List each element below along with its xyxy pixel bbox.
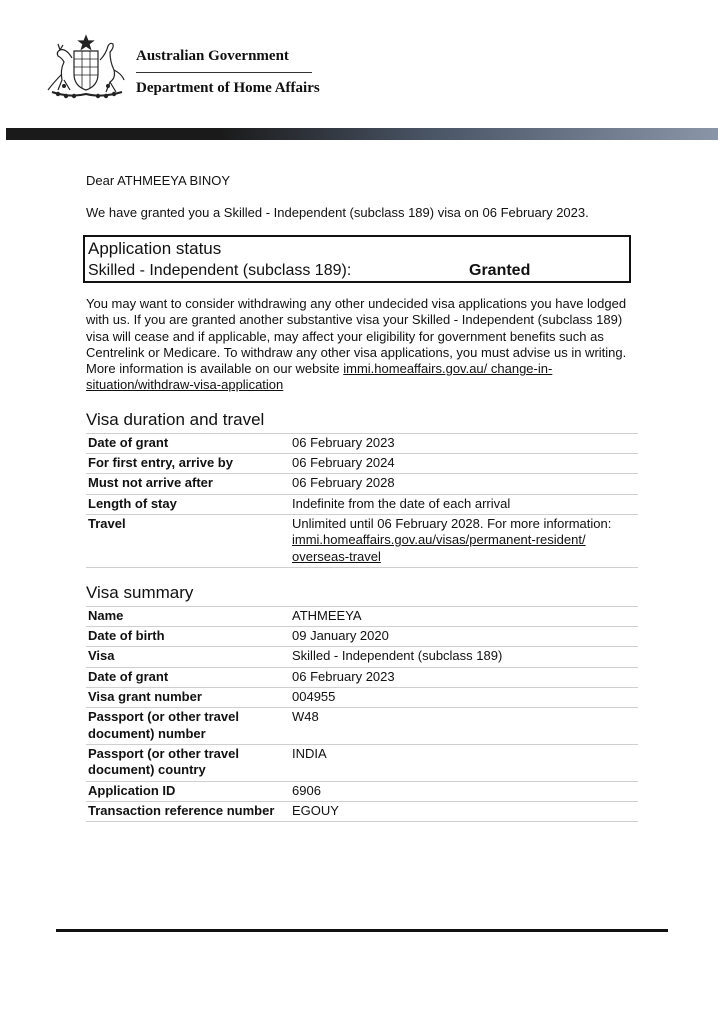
row-value: W48 [290,708,638,745]
table-row [86,781,638,801]
row-label: Length of stay [86,494,290,514]
table-row [86,647,638,667]
footer-rule [56,929,668,932]
table-row [86,667,638,687]
table-row [86,474,638,494]
row-value: Skilled - Independent (subclass 189) [290,647,638,667]
row-value: Indefinite from the date of each arrival [290,494,638,514]
row-label: Date of grant [86,667,290,687]
overseas-travel-link[interactable]: immi.homeaffairs.gov.au/visas/permanent-resident/ overseas-travel [292,532,586,564]
table-row [86,744,638,781]
table-row [86,433,638,453]
row-label: Date of grant [86,433,290,453]
row-value: 06 February 2024 [290,454,638,474]
row-value: EGOUY [290,801,638,821]
status-title: Application status [88,239,222,258]
row-label: Passport (or other travel document) country [86,744,290,781]
letter-body [86,172,638,822]
withdraw-info-link[interactable]: immi.homeaffairs.gov.au/ change-in-situation/withdraw-visa-application [86,361,553,393]
coat-of-arms-icon [44,34,128,100]
table-row [86,688,638,708]
status-visa-name: Skilled - Independent (subclass 189): [88,262,352,279]
advice-text: You may want to consider withdrawing any other undecided visa applications you have lodged with us. If you are granted another substantive visa your Skilled - Independent (subclass 189) visa will cease and if applicable, may affect your eligibility for government benefits such as Centrelink or Medicare. To withdraw any other visa applications, you must advise us in writing. More information is available on our website [86,296,627,377]
row-value: ATHMEEYA [290,606,638,626]
government-name: Australian Government [136,48,312,73]
row-label: Must not arrive after [86,474,290,494]
agency-name [136,48,320,97]
row-value: 06 February 2028 [290,474,638,494]
duration-section-title: Visa duration and travel [86,409,265,429]
table-row [86,708,638,745]
row-label: Application ID [86,781,290,801]
row-value: 06 February 2023 [290,667,638,687]
table-row [86,801,638,821]
department-name: Department of Home Affairs [136,80,320,96]
row-label: Visa [86,647,290,667]
table-row [86,627,638,647]
row-value: 09 January 2020 [290,627,638,647]
table-row [86,514,638,567]
row-label: For first entry, arrive by [86,454,290,474]
grant-statement: We have granted you a Skilled - Independent (subclass 189) visa on 06 February 2023. [86,205,589,220]
table-row [86,454,638,474]
travel-text: Unlimited until 06 February 2028. For more information: [292,515,612,531]
duration-table [86,433,638,568]
summary-section-title: Visa summary [86,582,194,602]
table-row [86,606,638,626]
row-value: 6906 [290,781,638,801]
greeting: Dear ATHMEEYA BINOY [86,173,231,188]
header-banner [6,128,718,140]
row-label: Travel [86,514,290,567]
row-label: Name [86,606,290,626]
row-value: 004955 [290,688,638,708]
application-status-box [83,235,631,283]
table-row [86,494,638,514]
row-value: 06 February 2023 [290,433,638,453]
row-label: Visa grant number [86,688,290,708]
withdrawal-advice [86,296,638,394]
status-value: Granted [469,262,531,279]
row-label: Transaction reference number [86,801,290,821]
row-value: INDIA [290,744,638,781]
row-label: Passport (or other travel document) number [86,708,290,745]
summary-table [86,606,638,822]
letterhead [0,0,724,140]
row-label: Date of birth [86,627,290,647]
row-value [290,514,638,567]
